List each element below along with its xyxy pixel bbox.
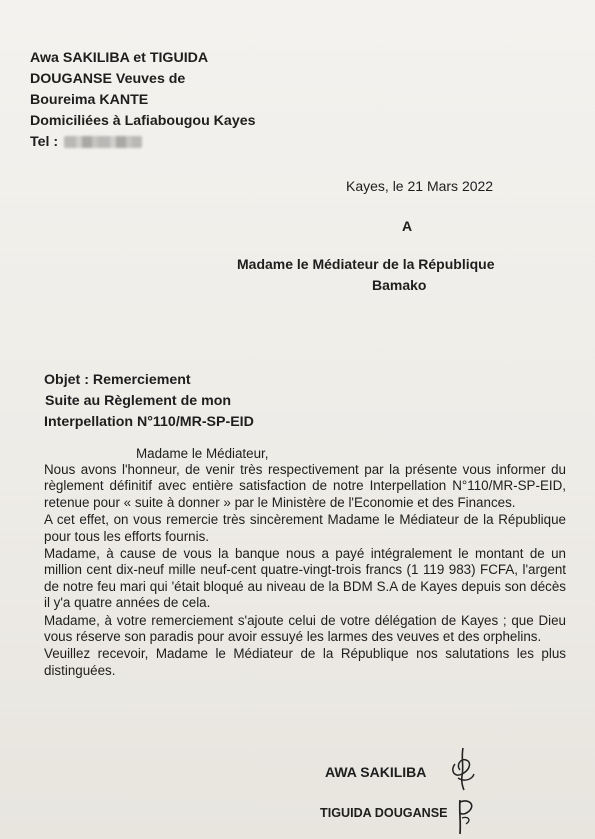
- redacted-phone-number: [64, 136, 142, 148]
- sender-block: [30, 48, 256, 153]
- letter-date: Kayes, le 21 Mars 2022: [346, 178, 494, 194]
- sender-address: Domiciliées à Lafiabougou Kayes: [30, 113, 256, 129]
- salutation: Madame le Médiateur,: [136, 446, 269, 461]
- body-paragraph-1: Nous avons l'honneur, de venir très respectivement par la présente vous informer du règlement définitif avec entière satisfaction de notre Interpellation N°110/MR-SP-EID, retenue pour « suite à donner » par le Ministère de l'Economie et des Finances.: [44, 462, 566, 510]
- letter-body: [44, 462, 566, 680]
- phone-label: Tel :: [30, 134, 59, 150]
- body-paragraph-5: Veuillez recevoir, Madame le Médiateur de la République nos salutations les plus distinguées.: [44, 646, 566, 678]
- handwritten-signature-1-icon: [446, 746, 480, 792]
- body-paragraph-4: Madame, à votre remerciement s'ajoute celui de votre délégation de Kayes ; que Dieu vous réserve son paradis pour avoir essuyé les larmes des veuves et des orphelins.: [44, 612, 566, 645]
- subject-line-3: Interpellation N°110/MR-SP-EID: [44, 414, 254, 430]
- sender-line-2: DOUGANSE Veuves de: [30, 71, 186, 87]
- sender-line-1: Awa SAKILIBA et TIGUIDA: [30, 50, 209, 66]
- sender-phone: [30, 132, 256, 153]
- body-paragraph-3: Madame, à cause de vous la banque nous a payé intégralement le montant de un million cent dix-neuf mille neuf-cent quatre-vingt-trois francs (1 119 983) FCFA, l'argent de notre feu mari qui 'était bloqué au niveau de la BDM S.A de Kayes depuis son décès il y'a quatre années de cela.: [44, 546, 566, 611]
- subject-line-2: Suite au Règlement de mon: [45, 393, 232, 409]
- subject-line-1: Objet : Remerciement: [44, 372, 191, 388]
- sender-line-3: Boureima KANTE: [30, 92, 149, 108]
- subject-block: [44, 370, 254, 433]
- recipient-title: Madame le Médiateur de la République: [237, 256, 495, 272]
- recipient-city: Bamako: [372, 277, 427, 293]
- signatory-1-name: AWA SAKILIBA: [325, 764, 427, 780]
- handwritten-signature-2-icon: [452, 796, 480, 836]
- signatory-2-name: TIGUIDA DOUGANSE: [320, 806, 448, 820]
- body-paragraph-2: A cet effet, on vous remercie très sincèrement Madame le Médiateur de la République pour tous les efforts fournis.: [44, 512, 566, 544]
- addressee-marker: A: [402, 218, 413, 234]
